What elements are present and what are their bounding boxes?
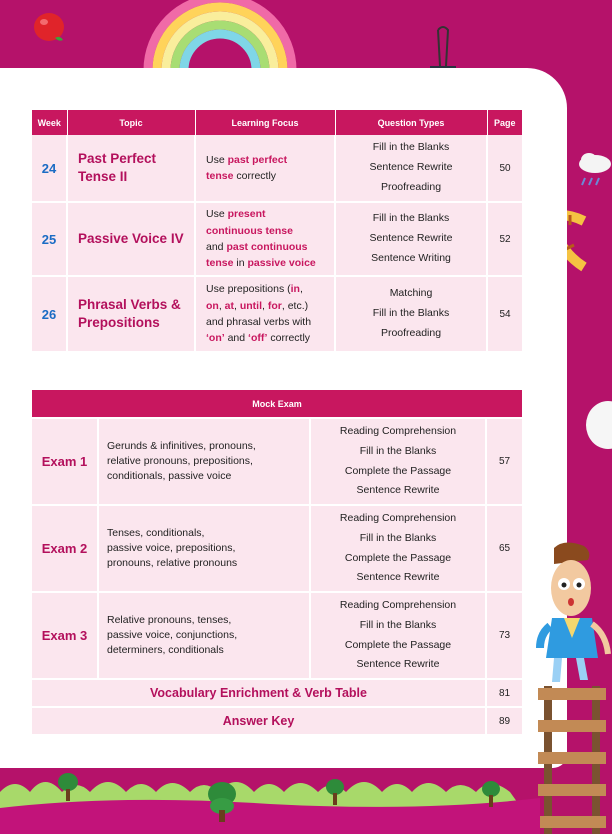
ladder-illustration (536, 686, 608, 834)
page-number: 73 (486, 592, 522, 679)
exam-topics: Tenses, conditionals, passive voice, prepositions, pronouns, relative pronouns (98, 505, 310, 592)
table-row (32, 707, 522, 735)
col-learning-focus: Learning Focus (195, 110, 335, 135)
mock-exam-header-row (32, 390, 522, 418)
grass-hills-decoration (0, 762, 540, 834)
page-number: 89 (486, 707, 522, 735)
page-number: 57 (486, 418, 522, 505)
tree-icon (480, 780, 502, 808)
table-row (32, 418, 522, 505)
rainbow-illustration (140, 0, 300, 70)
apple-icon (30, 5, 70, 47)
col-page: Page (487, 110, 522, 135)
table-row (32, 202, 522, 276)
learning-focus: Use prepositions (in, on, at, until, for, etc.) and phrasal verbs with ‘on’ and ‘off’ correctly (195, 276, 335, 352)
week-number: 26 (32, 276, 67, 352)
question-types: Reading Comprehension Fill in the Blanks Complete the Passage Sentence Rewrite (310, 592, 486, 679)
exam-name: Exam 1 (32, 418, 98, 505)
page-number: 65 (486, 505, 522, 592)
boy-illustration (524, 540, 612, 700)
week-number: 24 (32, 135, 67, 202)
table-row (32, 135, 522, 202)
col-topic: Topic (67, 110, 195, 135)
mock-exam-table (32, 390, 522, 736)
page-number: 52 (487, 202, 522, 276)
cloud-decoration (578, 395, 612, 455)
table-row (32, 679, 522, 707)
topic-title: Phrasal Verbs & Prepositions (67, 276, 195, 352)
rain-cloud-icon (575, 148, 612, 190)
col-week: Week (32, 110, 67, 135)
table-row (32, 592, 522, 679)
question-types: Reading Comprehension Fill in the Blanks Complete the Passage Sentence Rewrite (310, 418, 486, 505)
page-number: 81 (486, 679, 522, 707)
exam-topics: Gerunds & infinitives, pronouns, relative pronouns, prepositions, conditionals, passive voice (98, 418, 310, 505)
exam-name: Exam 2 (32, 505, 98, 592)
vocabulary-enrichment-label: Vocabulary Enrichment & Verb Table (32, 679, 486, 707)
schedule-header-row (32, 110, 522, 135)
question-types: Matching Fill in the Blanks Proofreading (335, 276, 487, 352)
topic-title: Past Perfect Tense II (67, 135, 195, 202)
tree-icon (206, 782, 238, 822)
exam-topics: Relative pronouns, tenses, passive voice, conjunctions, determiners, conditionals (98, 592, 310, 679)
mock-exam-title: Mock Exam (32, 390, 522, 418)
exam-name: Exam 3 (32, 592, 98, 679)
col-question-types: Question Types (335, 110, 487, 135)
table-row (32, 505, 522, 592)
schedule-table (32, 110, 522, 353)
table-row (32, 276, 522, 352)
learning-focus: Use past perfect tense correctly (195, 135, 335, 202)
answer-key-label: Answer Key (32, 707, 486, 735)
tree-icon (324, 778, 346, 806)
question-types: Fill in the Blanks Sentence Rewrite Proofreading (335, 135, 487, 202)
page-number: 54 (487, 276, 522, 352)
topic-title: Passive Voice IV (67, 202, 195, 276)
page-number: 50 (487, 135, 522, 202)
question-types: Fill in the Blanks Sentence Rewrite Sentence Writing (335, 202, 487, 276)
question-types: Reading Comprehension Fill in the Blanks Complete the Passage Sentence Rewrite (310, 505, 486, 592)
learning-focus: Use present continuous tense and past continuous tense in passive voice (195, 202, 335, 276)
tree-icon (56, 772, 80, 802)
week-number: 25 (32, 202, 67, 276)
